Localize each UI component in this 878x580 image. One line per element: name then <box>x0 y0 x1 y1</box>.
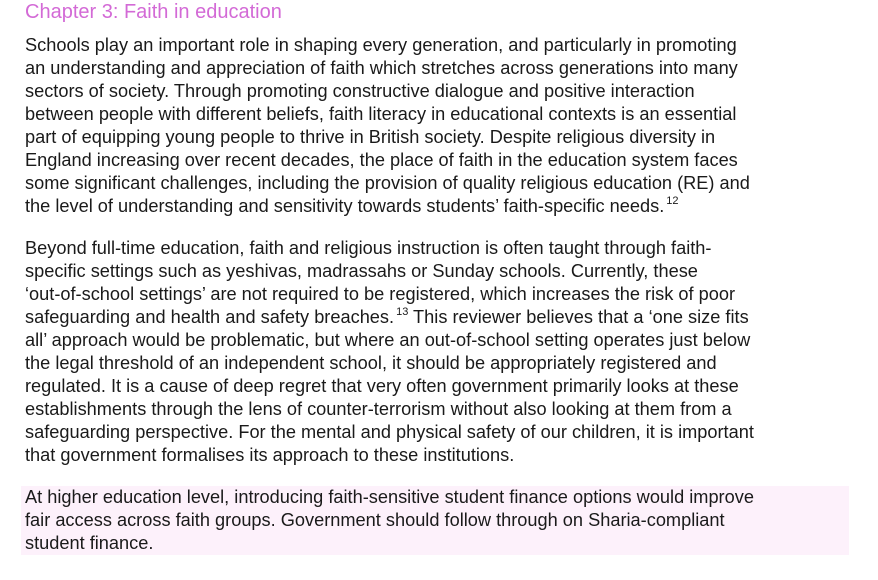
footnote-ref-12[interactable]: 12 <box>666 194 679 207</box>
paragraph-line: Schools play an important role in shaping every generation, and particularly in promoting <box>25 35 737 55</box>
paragraph-schools <box>25 34 750 218</box>
recommendation-box <box>21 486 849 555</box>
paragraph-line <box>25 306 754 329</box>
paragraph-line-text: safeguarding and health and safety breaches. <box>25 307 395 327</box>
paragraph-line: regulated. It is a cause of deep regret that very often government primarily looks at these <box>25 376 739 396</box>
paragraph-line: specific settings such as yeshivas, madrassahs or Sunday schools. Currently, these <box>25 261 698 281</box>
paragraph-line: sectors of society. Through promoting constructive dialogue and positive interaction <box>25 81 695 101</box>
paragraph-line: safeguarding perspective. For the mental and physical safety of our children, it is important <box>25 422 754 442</box>
paragraph-line: England increasing over recent decades, the place of faith in the education system faces <box>25 150 738 170</box>
paragraph-out-of-school <box>25 237 754 467</box>
paragraph-line: part of equipping young people to thrive in British society. Despite religious diversity in <box>25 127 716 147</box>
paragraph-line: ‘out-of-school settings’ are not required to be registered, which increases the risk of poor <box>25 284 736 304</box>
paragraph-line: some significant challenges, including the provision of quality religious education (RE) and <box>25 173 750 193</box>
paragraph-line: between people with different beliefs, faith literacy in educational contexts is an essential <box>25 104 737 124</box>
recommendation-line: At higher education level, introducing faith-sensitive student finance options would improve <box>25 487 754 507</box>
footnote-ref-13[interactable]: 13 <box>396 305 409 318</box>
paragraph-line: Beyond full-time education, faith and religious instruction is often taught through faith- <box>25 238 712 258</box>
paragraph-line: that government formalises its approach to these institutions. <box>25 445 515 465</box>
paragraph-line-text: the level of understanding and sensitivity towards students’ faith-specific needs. <box>25 196 665 216</box>
paragraph-line: establishments through the lens of counter-terrorism without also looking at them from a <box>25 399 732 419</box>
paragraph-line: the legal threshold of an independent school, it should be appropriately registered and <box>25 353 717 373</box>
paragraph-line: all’ approach would be problematic, but where an out-of-school setting operates just below <box>25 330 751 350</box>
paragraph-line <box>25 195 750 218</box>
recommendation-line: student finance. <box>25 533 154 553</box>
paragraph-line-tail: This reviewer believes that a ‘one size fits <box>408 307 749 327</box>
recommendation-line: fair access across faith groups. Government should follow through on Sharia-compliant <box>25 510 725 530</box>
chapter-title: Chapter 3: Faith in education <box>25 1 282 23</box>
paragraph-line: an understanding and appreciation of faith which stretches across generations into many <box>25 58 738 78</box>
